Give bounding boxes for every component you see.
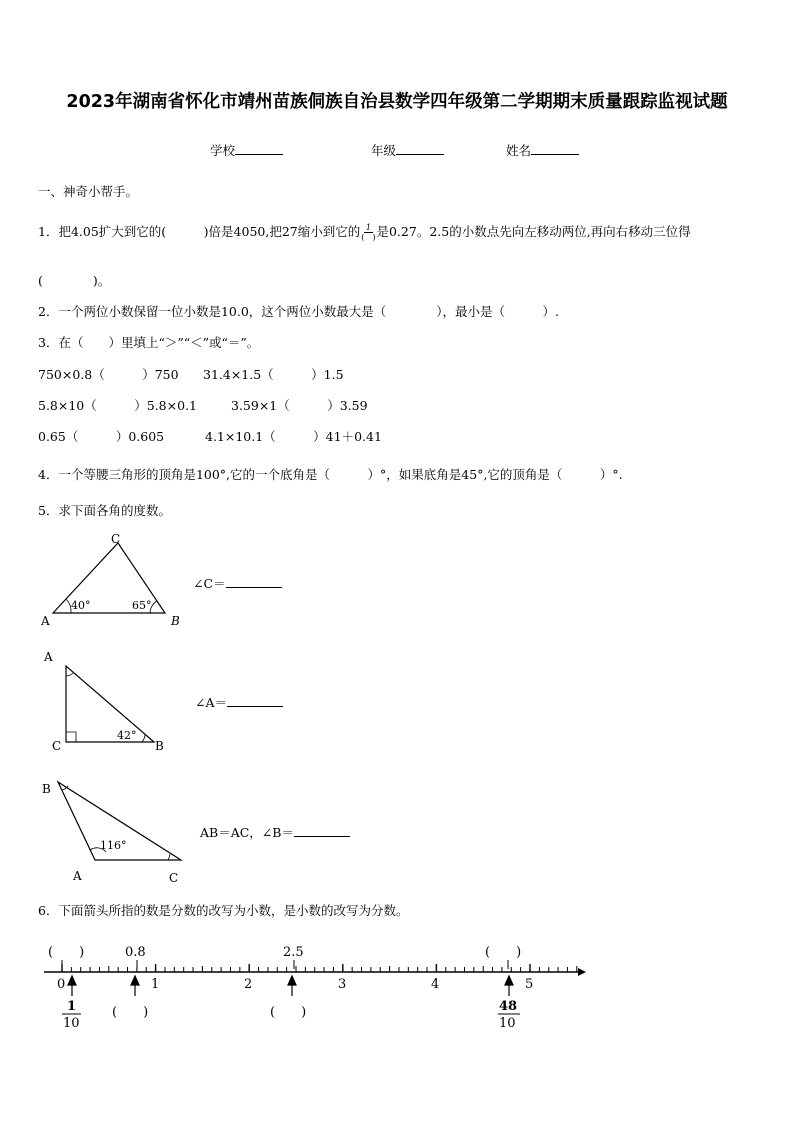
top-label-0-8: 0.8 [125, 945, 146, 960]
triangle-1-diagram [38, 530, 188, 630]
angle-b-label: 42° [117, 729, 137, 742]
bottom-fraction-2-num: 48 [499, 999, 518, 1014]
answer-blank[interactable] [226, 575, 282, 588]
tick-label-0: 0 [57, 977, 66, 992]
answer-label: ∠A＝ [195, 695, 228, 710]
bottom-blank-1[interactable]: ( ) [112, 1005, 149, 1020]
triangle-3-answer [200, 823, 350, 841]
axis-arrow [578, 968, 586, 976]
question-4: 4．一个等腰三角形的顶角是100°,它的一个底角是（ ）°，如果底角是45°,它的顶角是（ ）°. [38, 467, 623, 482]
question-1-cont: ( )。 [38, 273, 111, 288]
top-blank-2[interactable]: ( ) [485, 945, 522, 960]
fraction-numerator: 1 [365, 223, 371, 232]
triangle-1-answer [193, 574, 282, 592]
question-2: 2．一个两位小数保留一位小数是10.0，这个两位小数最大是（ ），最小是（ ）. [38, 304, 560, 319]
bottom-fraction-2-den: 10 [499, 1016, 516, 1031]
section-heading: 一、神奇小帮手。 [38, 184, 139, 199]
page-title: 2023年湖南省怀化市靖州苗族侗族自治县数学四年级第二学期期末质量跟踪监视试题 [66, 92, 728, 112]
vertex-c-label: C [169, 871, 179, 885]
tick-label-2: 2 [244, 977, 253, 992]
tick-label-4: 4 [431, 977, 440, 992]
answer-label: AB＝AC，∠B＝ [200, 825, 294, 840]
answer-label: ∠C＝ [193, 576, 226, 591]
answer-blank[interactable] [227, 694, 283, 707]
triangle-3-diagram [38, 778, 198, 888]
question-6-intro: 6．下面箭头所指的数是分数的改写为小数，是小数的改写为分数。 [38, 903, 409, 918]
school-field [210, 141, 283, 159]
fraction-denominator: ( ) [361, 233, 376, 242]
triangle-2-answer [195, 693, 283, 711]
compare-item: 5.8×10（ ）5.8×0.1 [38, 398, 197, 413]
compare-item: 750×0.8（ ）750 [38, 367, 179, 382]
vertex-b-label: B [42, 782, 51, 796]
tick-label-5: 5 [525, 977, 534, 992]
tick-label-1: 1 [151, 977, 160, 992]
bottom-fraction-1-den: 10 [63, 1016, 80, 1031]
answer-blank[interactable] [294, 824, 350, 837]
compare-item: 31.4×1.5（ ）1.5 [203, 367, 344, 382]
question-5-intro: 5．求下面各角的度数。 [38, 503, 171, 518]
fraction-blank[interactable] [361, 223, 375, 242]
bottom-blank-2[interactable]: ( ) [270, 1005, 307, 1020]
name-label: 姓名 [506, 143, 532, 158]
school-label: 学校 [210, 143, 236, 158]
tick-label-3: 3 [338, 977, 347, 992]
grade-blank[interactable] [396, 142, 444, 155]
q1-text-a: 1．把4.05扩大到它的( )倍是4050,把27缩小到它的 [38, 224, 361, 239]
vertex-a-label: A [44, 650, 53, 664]
q1-text-b: 是0.27。2.5的小数点先向左移动两位,再向右移动三位得 [376, 224, 691, 239]
question-1 [38, 222, 691, 242]
question-3-intro: 3．在（ ）里填上“＞”“＜”或“＝”。 [38, 335, 260, 350]
grade-label: 年级 [371, 143, 397, 158]
angle-b-label: 65° [132, 599, 152, 612]
top-blank-1[interactable]: ( ) [48, 945, 85, 960]
vertex-a-label: A [73, 869, 82, 883]
up-arrows [68, 976, 513, 996]
vertex-b-label: B [155, 739, 164, 753]
vertex-b-label: B [171, 614, 180, 628]
school-blank[interactable] [235, 142, 283, 155]
tick-marks [62, 964, 577, 972]
name-field [506, 141, 579, 159]
top-label-2-5: 2.5 [283, 945, 304, 960]
vertex-a-label: A [41, 614, 50, 628]
bottom-fraction-1-num: 1 [67, 999, 77, 1014]
number-line [30, 936, 600, 1036]
vertex-c-label: C [52, 739, 62, 753]
compare-item: 0.65（ ）0.605 [38, 429, 165, 444]
name-blank[interactable] [531, 142, 579, 155]
compare-item: 3.59×1（ ）3.59 [231, 398, 368, 413]
angle-a-label: 40° [71, 599, 91, 612]
triangle-2-diagram [38, 646, 178, 758]
vertex-c-label: C [111, 532, 121, 546]
compare-item: 4.1×10.1（ ）41＋0.41 [205, 429, 382, 444]
grade-field [371, 141, 444, 159]
angle-a-label: 116° [100, 839, 127, 852]
